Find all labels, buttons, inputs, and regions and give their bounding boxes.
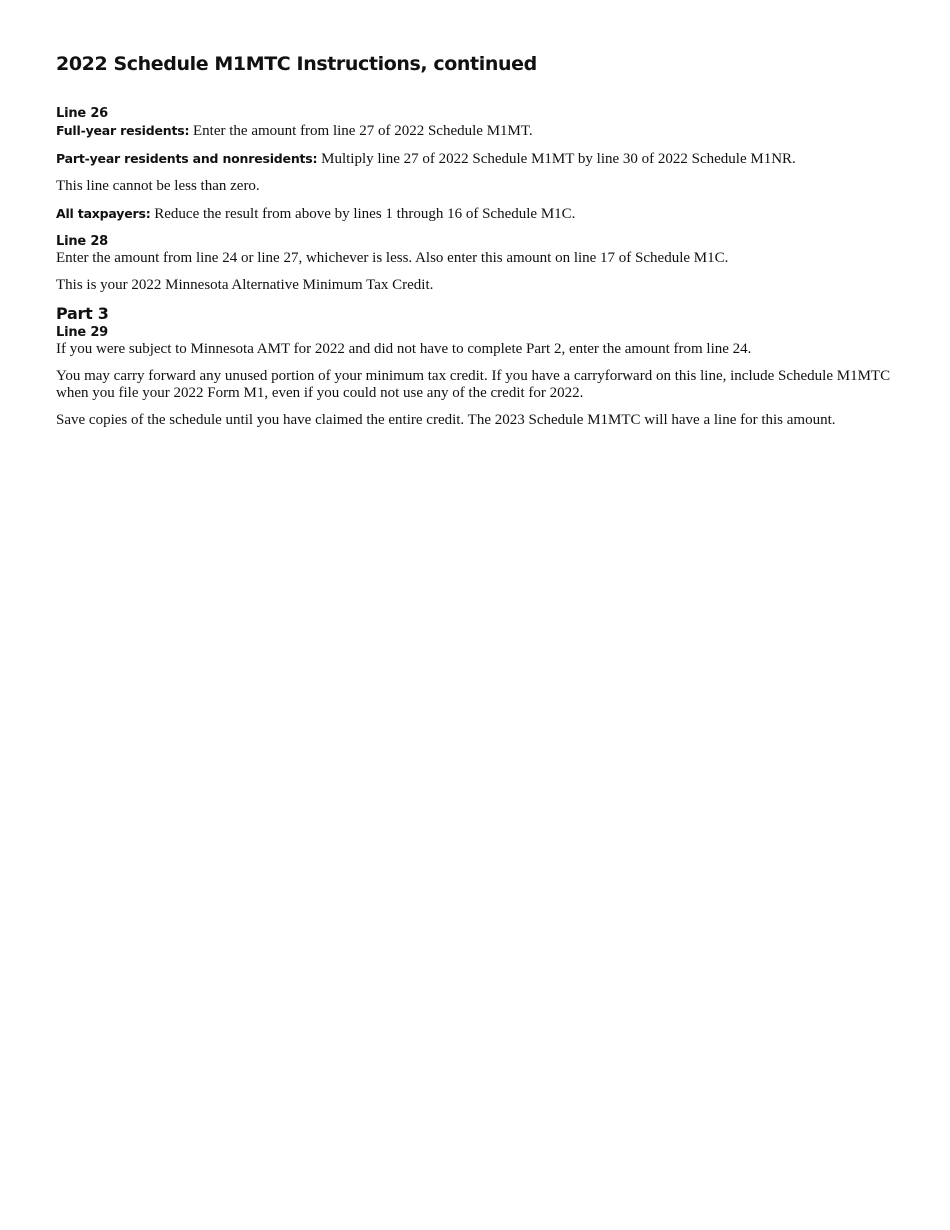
part-3-section — [56, 304, 896, 429]
page-title: 2022 Schedule M1MTC Instructions, continued — [56, 53, 537, 75]
part-3-heading: Part 3 — [56, 304, 109, 323]
all-taxpayers-text: Reduce the result from above by lines 1 through 16 of Schedule M1C. — [150, 206, 576, 222]
part-year-residents-text: Multiply line 27 of 2022 Schedule M1MT by line 30 of 2022 Schedule M1NR. — [317, 151, 796, 167]
line-28-heading: Line 28 — [56, 234, 109, 249]
line-26-heading: Line 26 — [56, 106, 109, 121]
all-taxpayers-label: All taxpayers: — [56, 206, 151, 221]
line-28-paragraph-1: Enter the amount from line 24 or line 27, whichever is less. Also enter this amount on line 17 of Schedule M1C. — [56, 250, 729, 266]
full-year-residents-text: Enter the amount from line 27 of 2022 Schedule M1MT. — [189, 123, 533, 139]
line-29-paragraph-1: If you were subject to Minnesota AMT for 2022 and did not have to complete Part 2, enter the amount from line 24. — [56, 341, 752, 357]
line-29-paragraph-2: You may carry forward any unused portion of your minimum tax credit. If you have a carryforward on this line, include Schedule M1MTC when you file your 2022 Form M1, even if you could not use any of the credit for 2022. — [56, 368, 891, 401]
all-taxpayers-paragraph — [56, 205, 896, 223]
line-28-section — [56, 233, 896, 294]
full-year-residents-label: Full-year residents: — [56, 123, 190, 138]
not-less-than-zero-paragraph: This line cannot be less than zero. — [56, 178, 260, 194]
part-year-residents-paragraph — [56, 150, 896, 168]
line-26-section — [56, 105, 896, 223]
line-28-paragraph-2: This is your 2022 Minnesota Alternative Minimum Tax Credit. — [56, 277, 434, 293]
line-29-paragraph-3: Save copies of the schedule until you have claimed the entire credit. The 2023 Schedule M1MTC will have a line for this amount. — [56, 412, 836, 428]
part-year-residents-label: Part-year residents and nonresidents: — [56, 151, 318, 166]
document-page — [56, 52, 896, 439]
full-year-residents-paragraph — [56, 122, 896, 140]
line-29-heading: Line 29 — [56, 325, 109, 340]
